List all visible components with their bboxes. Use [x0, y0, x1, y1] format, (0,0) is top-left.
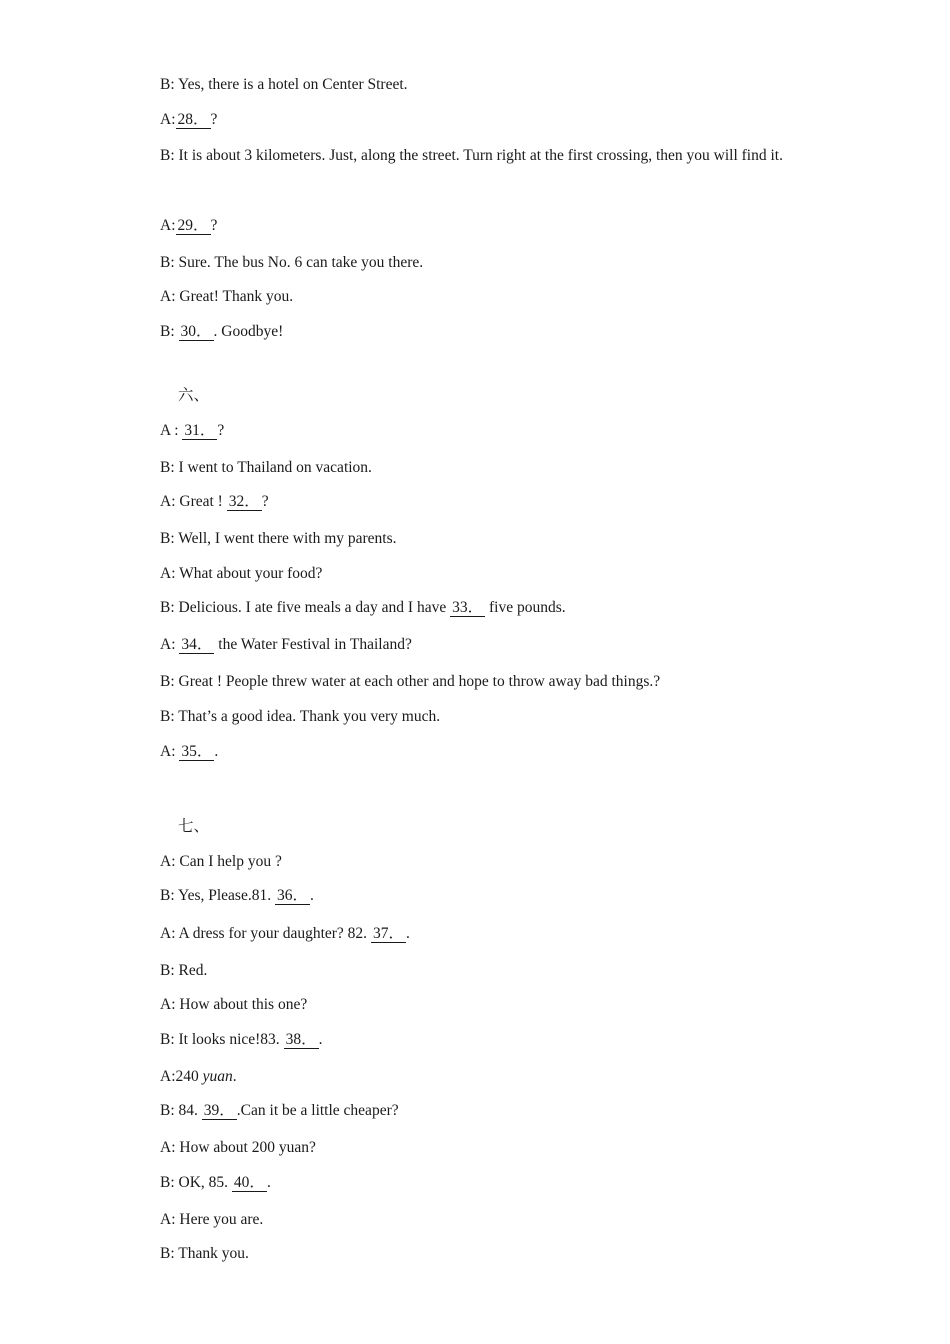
dialogue-line [160, 216, 217, 236]
dialogue-line: B: That’s a good idea. Thank you very much. [160, 708, 441, 725]
line-prefix: B: Delicious. I ate five meals a day and I have [160, 599, 451, 616]
line-suffix: the Water Festival in Thailand? [214, 636, 412, 653]
line-suffix: . [310, 887, 314, 904]
line-prefix: A : [160, 422, 183, 439]
dialogue-line: B: Yes, there is a hotel on Center Street. [160, 76, 408, 93]
line-prefix: A: Great ! [160, 493, 227, 510]
dialogue-line [160, 598, 566, 618]
line-suffix: . [318, 1031, 323, 1048]
dialogue-line: B: I went to Thailand on vacation. [160, 459, 372, 476]
line-suffix: . [405, 925, 410, 942]
line-prefix: A: [160, 743, 180, 760]
dialogue-line: A: Here you are. [160, 1211, 264, 1228]
line-prefix: A: [160, 217, 176, 234]
dialogue-line [160, 742, 218, 762]
answer-blank-37[interactable]: 37． [372, 925, 404, 942]
answer-blank-32[interactable]: 32． [228, 493, 260, 510]
answer-blank-34[interactable]: 34． [181, 636, 213, 653]
line-suffix: ? [217, 422, 225, 439]
line-suffix: . [214, 743, 219, 760]
dialogue-line: A: What about your food? [160, 565, 323, 582]
dialogue-line [160, 1173, 271, 1193]
answer-blank-35[interactable]: 35． [181, 743, 213, 760]
dialogue-line: A: Can I help you ? [160, 853, 282, 870]
dialogue-line [160, 421, 224, 441]
answer-blank-30[interactable]: 30． [180, 323, 212, 340]
answer-blank-38[interactable]: 38． [285, 1031, 317, 1048]
line-prefix: B: It looks nice!83. [160, 1031, 284, 1048]
line-prefix: B: 84. [160, 1102, 202, 1119]
dialogue-line [160, 1101, 399, 1121]
dialogue-line [160, 924, 410, 944]
line-prefix: A: A dress for your daughter? 82. [160, 925, 371, 942]
line-prefix: A: [160, 111, 176, 128]
dialogue-line: A: How about this one? [160, 996, 308, 1013]
currency-word: yuan [202, 1068, 233, 1085]
section-heading-7: 七、 [178, 818, 210, 835]
dialogue-line [160, 886, 314, 906]
answer-blank-39[interactable]: 39． [203, 1102, 235, 1119]
line-suffix: five pounds. [485, 599, 566, 616]
line-suffix: . Goodbye! [213, 323, 284, 340]
dialogue-line: A: Great! Thank you. [160, 288, 294, 305]
line-suffix: ? [210, 217, 218, 234]
dialogue-line [160, 110, 217, 130]
line-prefix: A:240 [160, 1068, 203, 1085]
line-suffix: ? [261, 493, 269, 510]
line-prefix: B: [160, 323, 179, 340]
line-prefix: B: OK, 85. [160, 1174, 232, 1191]
line-suffix: . [232, 1068, 237, 1085]
dialogue-line [160, 492, 269, 512]
line-suffix: . [266, 1174, 271, 1191]
answer-blank-33[interactable]: 33． [452, 599, 484, 616]
answer-blank-31[interactable]: 31． [184, 422, 216, 439]
section-heading-6: 六、 [178, 387, 210, 404]
dialogue-line: B: Thank you. [160, 1245, 249, 1262]
dialogue-line [160, 1067, 237, 1087]
dialogue-line: B: Well, I went there with my parents. [160, 530, 397, 547]
answer-blank-28[interactable]: 28． [177, 111, 209, 128]
dialogue-line [160, 635, 412, 655]
dialogue-line: B: Great ! People threw water at each other and hope to throw away bad things.? [160, 673, 661, 690]
dialogue-line [160, 322, 283, 342]
line-prefix: A: [160, 636, 180, 653]
answer-blank-36[interactable]: 36． [276, 887, 308, 904]
dialogue-line: B: Sure. The bus No. 6 can take you there. [160, 254, 424, 271]
line-prefix: B: Yes, Please.81. [160, 887, 275, 904]
line-suffix: ? [210, 111, 218, 128]
dialogue-line: B: It is about 3 kilometers. Just, along the street. Turn right at the first crossing, then you will find it. [160, 147, 783, 164]
dialogue-line [160, 1030, 322, 1050]
dialogue-line: A: How about 200 yuan? [160, 1139, 316, 1156]
line-suffix: .Can it be a little cheaper? [236, 1102, 399, 1119]
dialogue-line: B: Red. [160, 962, 208, 979]
answer-blank-29[interactable]: 29． [177, 217, 209, 234]
answer-blank-40[interactable]: 40． [233, 1174, 265, 1191]
